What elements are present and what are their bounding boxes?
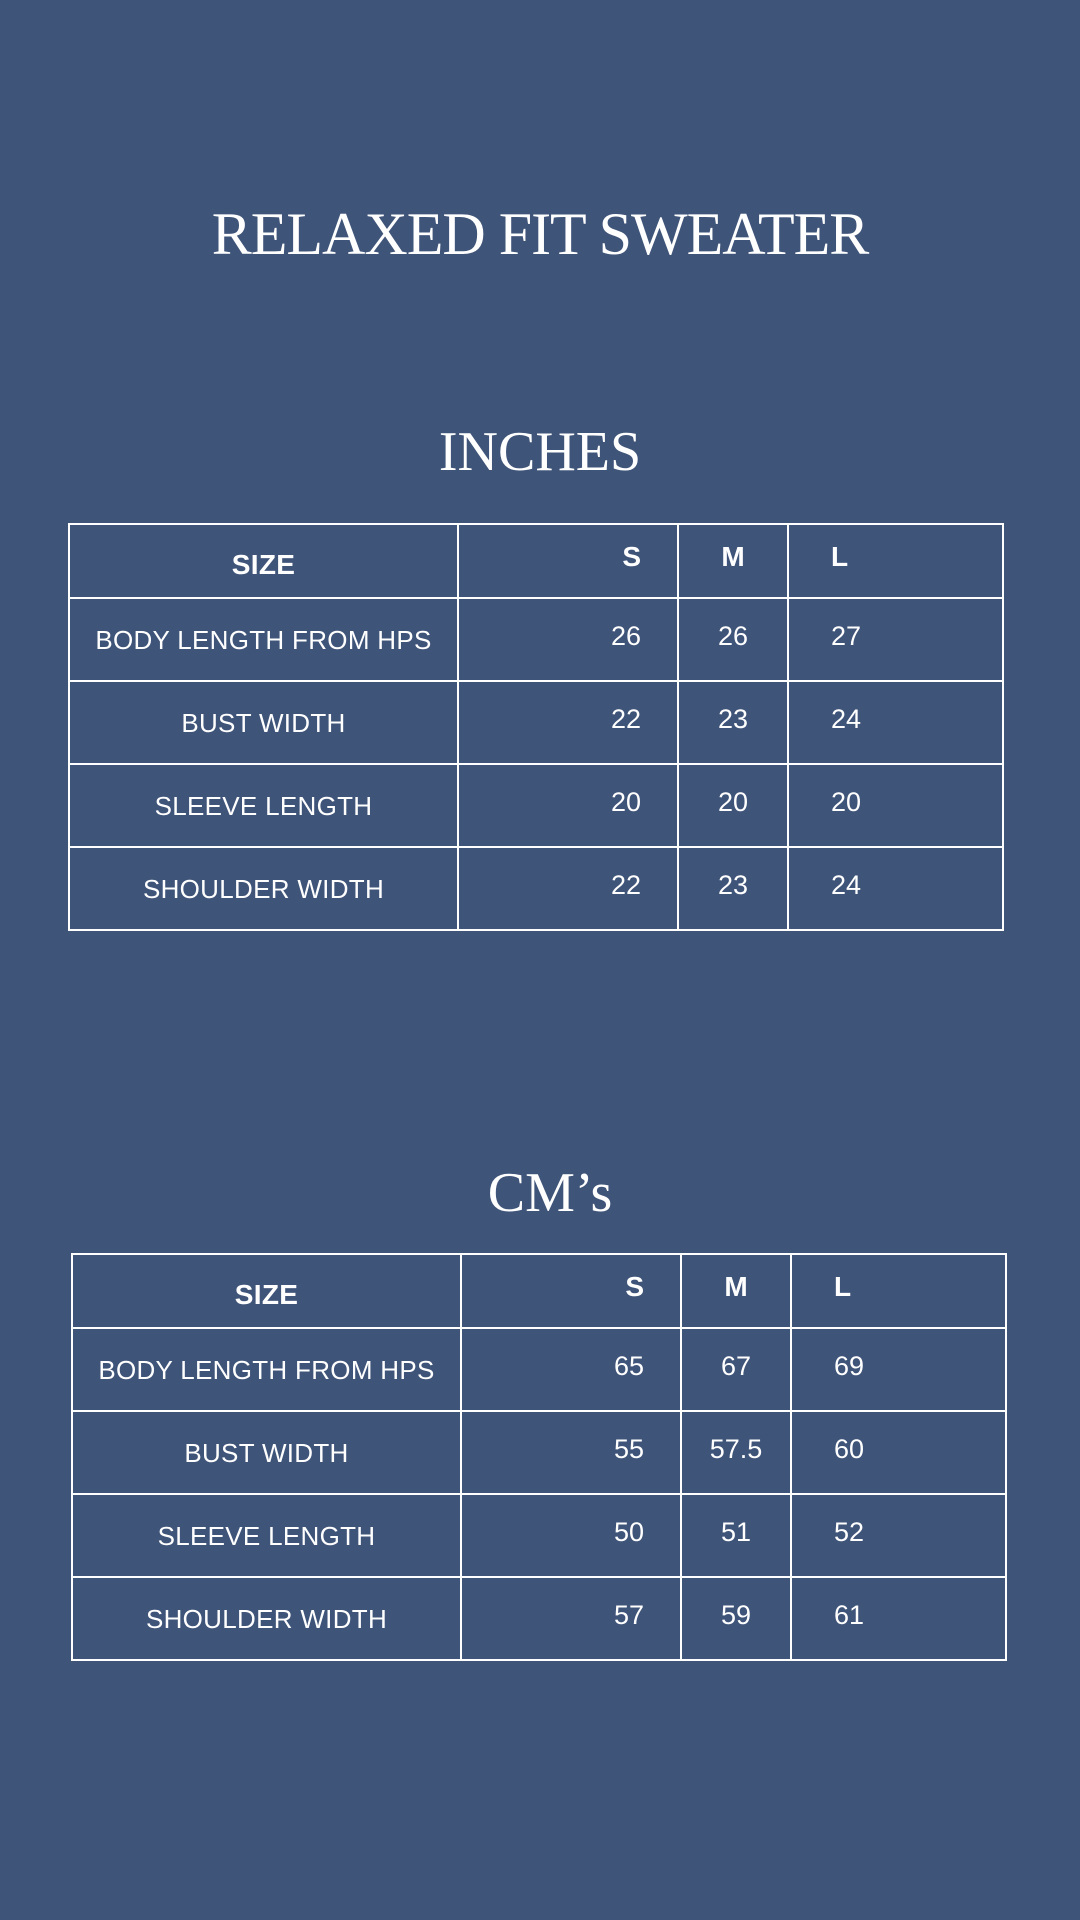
value-m: 59 [681, 1577, 791, 1660]
value-l: 20 [788, 764, 1003, 847]
size-l-header: L [791, 1254, 1006, 1328]
cms-size-table [71, 1253, 1007, 1661]
table-row [69, 847, 1003, 930]
measurement-label: SHOULDER WIDTH [69, 847, 458, 930]
size-m-header: M [678, 524, 788, 598]
page-title: RELAXED FIT SWEATER [211, 201, 869, 267]
value-s: 65 [461, 1328, 681, 1411]
value-m: 23 [678, 681, 788, 764]
table-row [72, 1494, 1006, 1577]
value-m: 67 [681, 1328, 791, 1411]
inches-heading: INCHES [438, 421, 642, 483]
measurement-label: SLEEVE LENGTH [72, 1494, 461, 1577]
value-l: 24 [788, 681, 1003, 764]
cms-heading: CM’s [487, 1162, 613, 1224]
table-row [69, 681, 1003, 764]
value-l: 69 [791, 1328, 1006, 1411]
size-m-header: M [681, 1254, 791, 1328]
table-row [69, 764, 1003, 847]
value-s: 22 [458, 847, 678, 930]
value-l: 61 [791, 1577, 1006, 1660]
value-s: 20 [458, 764, 678, 847]
value-s: 22 [458, 681, 678, 764]
value-s: 50 [461, 1494, 681, 1577]
value-l: 60 [791, 1411, 1006, 1494]
table-row [69, 598, 1003, 681]
value-l: 24 [788, 847, 1003, 930]
value-s: 55 [461, 1411, 681, 1494]
value-l: 27 [788, 598, 1003, 681]
measurement-label: SLEEVE LENGTH [69, 764, 458, 847]
size-column-header: SIZE [69, 524, 458, 598]
table-header-row [72, 1254, 1006, 1328]
measurement-label: BUST WIDTH [72, 1411, 461, 1494]
value-m: 26 [678, 598, 788, 681]
value-m: 51 [681, 1494, 791, 1577]
table-row [72, 1577, 1006, 1660]
value-m: 23 [678, 847, 788, 930]
measurement-label: BODY LENGTH FROM HPS [69, 598, 458, 681]
size-s-header: S [458, 524, 678, 598]
value-m: 57.5 [681, 1411, 791, 1494]
size-l-header: L [788, 524, 1003, 598]
value-l: 52 [791, 1494, 1006, 1577]
size-s-header: S [461, 1254, 681, 1328]
measurement-label: BODY LENGTH FROM HPS [72, 1328, 461, 1411]
table-header-row [69, 524, 1003, 598]
inches-size-table [68, 523, 1004, 931]
measurement-label: SHOULDER WIDTH [72, 1577, 461, 1660]
value-s: 57 [461, 1577, 681, 1660]
measurement-label: BUST WIDTH [69, 681, 458, 764]
value-s: 26 [458, 598, 678, 681]
table-row [72, 1328, 1006, 1411]
table-row [72, 1411, 1006, 1494]
value-m: 20 [678, 764, 788, 847]
size-column-header: SIZE [72, 1254, 461, 1328]
